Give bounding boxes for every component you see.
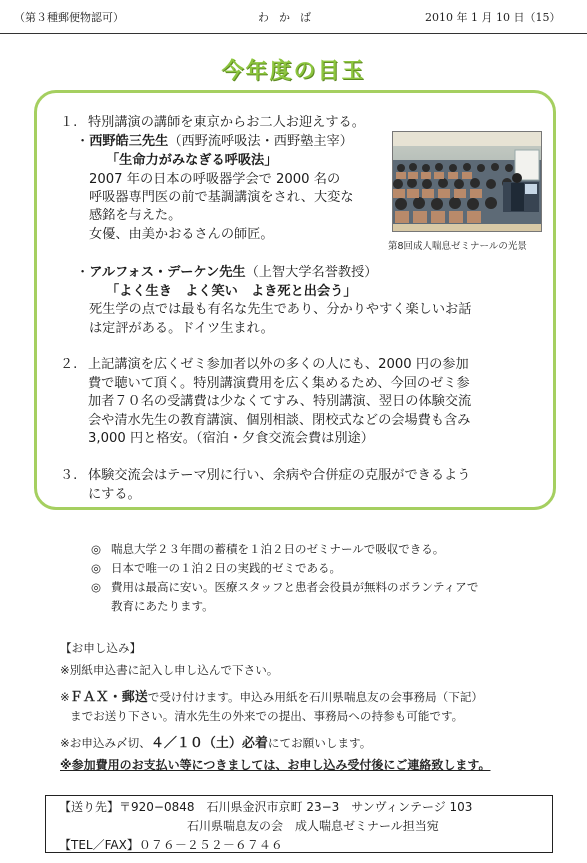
- seminar-photo: [392, 131, 542, 232]
- address-recipient: 石川県喘息友の会 成人喘息ゼミナール担当宛: [187, 819, 439, 833]
- note-mark: ◎: [91, 580, 102, 594]
- page-header: [0, 0, 587, 34]
- speaker2-name: アルフォス・デーケン先生: [89, 265, 246, 280]
- speaker2-desc-line: 死生学の点では最も有名な先生であり、分かりやすく楽しいお話: [89, 302, 472, 317]
- item2-number: ２.: [60, 357, 78, 372]
- payment-notice: ※参加費用のお支払い等につきましては、お申し込み受付後にご連絡致します。: [60, 758, 491, 772]
- speaker2-line: [76, 264, 377, 282]
- item2-line: 会や清水先生の教育講演、個別相談、閉校式などの会場費も含み: [88, 413, 471, 428]
- item3-line: にする。: [88, 487, 141, 502]
- speaker1-name: 西野皓三先生: [89, 134, 169, 149]
- item2-line: 費で聴いて頂く。特別講演費用を広く集めるため、今回のゼミ参: [88, 376, 470, 391]
- application-heading: 【お申し込み】: [60, 641, 142, 655]
- item2-line: 3,000 円と格安。（宿泊・夕食交流会費は別途）: [88, 431, 374, 446]
- seminar-photo-image: [393, 132, 542, 232]
- speaker1-desc-line: 女優、由美かおるさんの師匠。: [89, 227, 274, 242]
- note-mark: ◎: [91, 561, 102, 575]
- item3-number: ３.: [60, 468, 78, 483]
- note-mark: ◎: [91, 542, 102, 556]
- item3-line: 体験交流会はテーマ別に行い、余病や合併症の克服ができるよう: [88, 468, 471, 483]
- speaker2-desc-line: は定評がある。ドイツ生まれ。: [89, 321, 274, 336]
- speaker1-line: [76, 133, 353, 151]
- item1-number: １.: [60, 115, 78, 130]
- note-text: 日本で唯一の１泊２日の実践的ゼミである。: [111, 561, 341, 575]
- deadline-date: ４／１０（土）必着: [150, 736, 268, 751]
- application-line-rest: で受け付けます。申込み用紙を石川県喘息友の会事務局（下記）: [147, 690, 484, 704]
- photo-caption: 第8回成人喘息ゼミナールの光景: [388, 241, 527, 252]
- speaker2-affiliation: （上智大学名誉教授）: [245, 265, 378, 280]
- note-text-continued: 教育にあたります。: [111, 599, 214, 613]
- speaker1-desc-line: 2007 年の日本の呼吸器学会で 2000 名の: [89, 172, 341, 187]
- deadline-rest: にてお願いします。: [267, 736, 372, 750]
- speaker1-talk-title: 「生命力がみなぎる呼吸法」: [106, 153, 278, 168]
- application-line: までお送り下さい。清水先生の外来での提出、事務局への持参も可能です。: [70, 709, 464, 723]
- speaker1-desc-line: 感銘を与えた。: [89, 208, 182, 223]
- header-permit: （第３種郵便物認可）: [14, 11, 124, 24]
- note-text: 喘息大学２３年間の蓄積を１泊２日のゼミナールで吸収できる。: [111, 542, 445, 556]
- speaker2-talk-title: 「よく生き よく笑い よき死と出会う」: [106, 284, 357, 299]
- item2-line: 上記講演を広くゼミ参加者以外の多くの人にも、2000 円の参加: [88, 357, 469, 372]
- page-title: 今年度の目玉: [221, 59, 366, 84]
- bullet: ・: [76, 265, 90, 280]
- application-line: ※別紙申込書に記入し申し込んで下さい。: [60, 663, 279, 677]
- item2-line: 加者７０名の受講費は少なくてすみ、特別講演、翌日の体験交流: [88, 394, 472, 409]
- note-text: 費用は最高に安い。医療スタッフと患者会役員が無料のボランティアで: [111, 580, 479, 594]
- fax-mail-label: ＦＡＸ・郵送: [69, 690, 148, 705]
- header-date-page: 2010 年 1 月 10 日（15）: [425, 11, 561, 24]
- note-prefix: ※: [60, 690, 70, 704]
- speaker1-desc-line: 呼吸器専門医の前で基調講演をされ、大変な: [89, 190, 354, 205]
- deadline-line: [60, 735, 371, 752]
- header-newsletter-name: わかば: [258, 11, 321, 24]
- bullet: ・: [76, 134, 90, 149]
- item1-text: 特別講演の講師を東京からお二人お迎えする。: [88, 115, 365, 130]
- address-line: 【送り先】〒920−0848 石川県金沢市京町 23−3 サンヴィンテージ 103: [59, 800, 473, 814]
- application-line: [60, 689, 483, 706]
- address-phone: 【TEL／FAX】０７６－２５２－６７４６: [59, 838, 283, 852]
- deadline-prefix: ※お申込み〆切、: [60, 736, 151, 750]
- speaker1-affiliation: （西野流呼吸法・西野塾主宰）: [168, 134, 353, 149]
